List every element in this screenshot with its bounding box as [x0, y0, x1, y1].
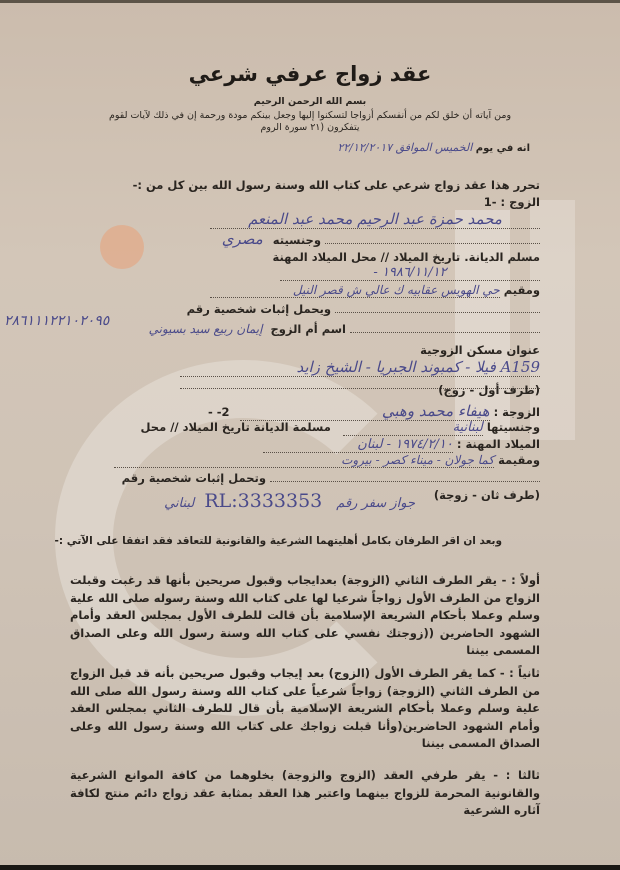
- wife-number: 2- -: [207, 405, 230, 419]
- husband-name-value: محمد حمزة عبد الرحيم محمد عبد المنعم: [210, 210, 540, 229]
- husband-residence-value: حي الهويس عقابيه ك عالي ش قصر النيل: [210, 283, 500, 298]
- husband-mother-label: اسم أم الزوج: [270, 322, 346, 336]
- wife-passport-country: لبناني: [164, 496, 195, 511]
- husband-id-value: ٢٨٦١١١٢٢١٠٢٠٩٥: [4, 313, 110, 329]
- wife-residence-value: كما جولان - ميناء كصر - بيروت: [114, 453, 494, 468]
- marital-address-value: A159 فيلا - كمبوند الجبريا - الشيخ زايد: [180, 358, 540, 377]
- husband-mother-value: إيمان ربيع سيد بسيوني: [148, 322, 263, 336]
- contract-intro: تحرر هذا عقد زواج شرعي على كتاب الله وسنة رسول الله بين كل من :-: [132, 178, 540, 192]
- clause-first: أولاً : - يقر الطرف الثاني (الزوجة) بعدايجاب وقبول صريحين بأنها قد رغبت وقبلت الزواج من الطرف الأول زواجاً شرعيا لها على كتاب الله وسنة رسوله صلى الله علية وسلم وعملا بأحكام الشريعة الإسلامية بأن قالت للطرف الأول بمجلس العقد وأمام الشهود الحاضرين ((زوجتك نفسي على كتاب الله وسنة رسول الله وعلى الصداق المسمى بيننا: [70, 573, 540, 657]
- wife-id-label: وتحمل إثبات شخصية رقم: [121, 471, 266, 485]
- wife-name-value: هيفاء محمد وهبي: [240, 402, 490, 421]
- wife-passport-row: [164, 490, 415, 512]
- husband-nationality-value: مصري: [221, 230, 263, 248]
- clause-third: ثالثا : - يقر طرفي العقد (الزوج والزوجة) بخلوهما من كافة الموانع الشرعية والقانونية المحرمة للزواج بينهما واعتبر هذا العقد بمثابة عقد زواج دائم منتج لكافة آثاره الشرعية: [70, 768, 540, 817]
- husband-residence-row: [210, 283, 540, 298]
- wife-residence-label: ومقيمة: [498, 453, 540, 467]
- date-label: انه في يوم: [475, 143, 530, 154]
- marital-address-label: عنوان مسكن الزوجية: [420, 343, 540, 357]
- husband-name-field: [210, 210, 540, 229]
- photo-bottom-edge: [0, 865, 620, 870]
- wife-nationality-value: لبنانية: [343, 420, 483, 436]
- husband-id-row: [187, 302, 540, 316]
- wife-nationality-label: وجنسيتها: [486, 420, 540, 434]
- husband-nationality-row: [222, 230, 540, 248]
- husband-birth-field: [280, 265, 540, 281]
- agreement-intro: وبعد ان اقر الطرفان بكامل أهليتهما الشرعية والقانونية للتعاقد فقد اتفقا على الآتي :-: [54, 535, 502, 547]
- marital-address-field: [180, 358, 540, 377]
- wife-name-row: [208, 402, 540, 421]
- wife-birth-value: ١٩٧٤/٢/١٠ - لبنان: [263, 437, 453, 453]
- wife-id-row: [122, 471, 540, 485]
- husband-heading: الزوج : -1: [483, 195, 540, 209]
- husband-residence-label: ومقيم: [503, 283, 540, 297]
- wife-heading: الزوجة :: [493, 405, 540, 419]
- quran-verse-line2: يتفكرون (٢١ سورة الروم: [260, 122, 360, 133]
- wife-passport-label: جواز سفر رقم: [336, 496, 415, 511]
- husband-mother-row: [149, 322, 540, 336]
- wife-birthplace-label: الميلاد المهنة :: [456, 437, 540, 451]
- basmala: بسم الله الرحمن الرحيم: [253, 96, 367, 107]
- contract-date-row: [337, 141, 530, 154]
- husband-nationality-label: وجنسيته: [272, 233, 321, 247]
- wife-passport-number: RL:3333353: [204, 490, 323, 512]
- husband-religion-label: مسلم الديانة. تاريخ الميلاد // محل الميلاد المهنة: [272, 250, 540, 264]
- document-title: عقد زواج عرفي شرعي: [188, 62, 432, 86]
- clause-second: ثانياً : - كما يقر الطرف الأول (الزوج) بعد إيجاب وقبول صريحين بأنه قد قبل الزواج من الطرف الثاني (الزوجة) زواجاً شرعياً على كتاب الله وسنة رسول الله صلى الله علية وسلم وعملا بأحكام الشريعة الإسلامية بأن قال للطرف الثاني بمجلس العقد وأمام الشهود الحاضرين(وأنا قبلت زواجك على كتاب الله وسنة رسول الله وعلى الصداق المسمى بيننا: [70, 666, 540, 750]
- date-value: الخميس الموافق ٢٢/١٢/٢٠١٧: [337, 141, 473, 154]
- party-one-label: (طرف أول - زوج): [438, 383, 540, 397]
- wife-religion-label: مسلمة الديانة تاريخ الميلاد // محل: [140, 420, 331, 434]
- wife-residence-row: [114, 453, 540, 468]
- husband-id-label: ويحمل إثبات شخصية رقم: [186, 302, 331, 316]
- wife-birth-row: [263, 437, 540, 453]
- quran-verse-line1: ومن آياته أن خلق لكم من أنفسكم أزواجا لتسكنوا إليها وجعل بينكم مودة ورحمة إن في ذلك لآيات لقوم: [108, 110, 512, 121]
- party-two-label: (طرف ثان - زوجة): [433, 488, 540, 502]
- husband-birth-value: ١٩٨٦/١١/١٢ -: [280, 265, 540, 281]
- wife-nationality-row: [141, 420, 540, 436]
